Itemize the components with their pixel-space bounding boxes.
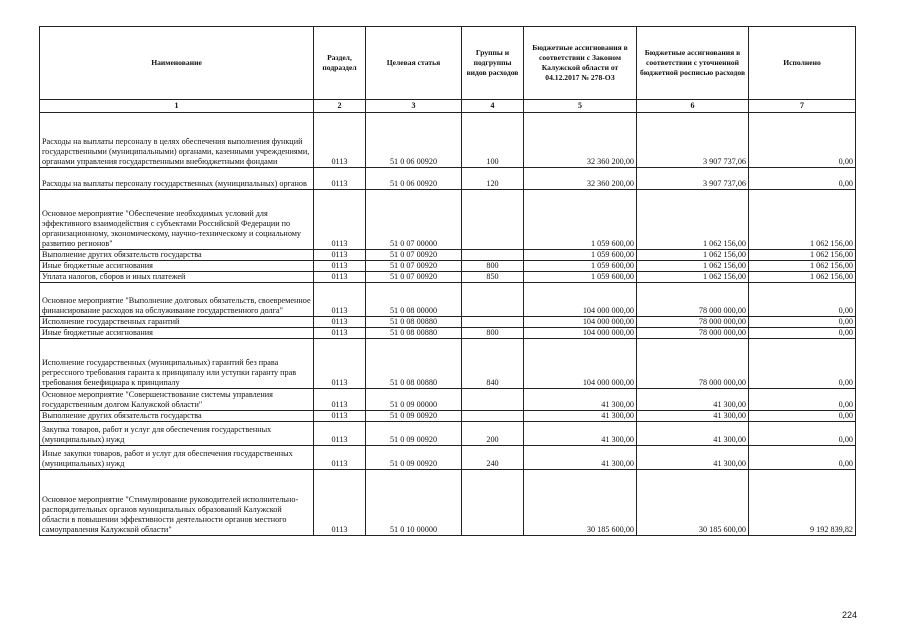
row-executed-amount: 0,00 [749, 328, 856, 339]
row-target: 51 0 08 00880 [366, 317, 462, 328]
row-refined-amount: 30 185 600,00 [637, 470, 749, 536]
row-group [462, 389, 524, 411]
row-group [462, 283, 524, 317]
table-row [40, 411, 856, 422]
row-group: 120 [462, 168, 524, 190]
row-name: Основное мероприятие "Выполнение долговых обязательств, своевременное финансирование расходов на обслуживание государственного долга" [40, 283, 314, 317]
row-name: Расходы на выплаты персоналу государственных (муниципальных) органов [40, 168, 314, 190]
column-number: 6 [637, 100, 749, 113]
row-law-amount: 104 000 000,00 [524, 317, 637, 328]
table-row [40, 422, 856, 446]
row-executed-amount: 0,00 [749, 422, 856, 446]
row-executed-amount: 1 062 156,00 [749, 190, 856, 250]
row-executed-amount: 0,00 [749, 411, 856, 422]
budget-table [39, 26, 856, 536]
row-refined-amount: 41 300,00 [637, 446, 749, 470]
row-name: Закупка товаров, работ и услуг для обеспечения государственных (муниципальных) нужд [40, 422, 314, 446]
row-name: Иные закупки товаров, работ и услуг для обеспечения государственных (муниципальных) нужд [40, 446, 314, 470]
row-executed-amount: 9 192 839,82 [749, 470, 856, 536]
row-section: 0113 [314, 446, 366, 470]
row-target: 51 0 08 00000 [366, 283, 462, 317]
row-law-amount: 104 000 000,00 [524, 339, 637, 389]
row-refined-amount: 78 000 000,00 [637, 317, 749, 328]
row-executed-amount: 0,00 [749, 113, 856, 168]
column-number: 5 [524, 100, 637, 113]
table-row [40, 250, 856, 261]
row-group: 240 [462, 446, 524, 470]
row-target: 51 0 09 00920 [366, 422, 462, 446]
table-row [40, 317, 856, 328]
row-executed-amount: 0,00 [749, 283, 856, 317]
row-section: 0113 [314, 272, 366, 283]
header-row [40, 27, 856, 100]
row-target: 51 0 09 00920 [366, 446, 462, 470]
table-row [40, 446, 856, 470]
table-row [40, 190, 856, 250]
column-number: 7 [749, 100, 856, 113]
row-executed-amount: 0,00 [749, 339, 856, 389]
column-number: 2 [314, 100, 366, 113]
row-target: 51 0 07 00920 [366, 272, 462, 283]
row-section: 0113 [314, 339, 366, 389]
row-group: 800 [462, 261, 524, 272]
row-law-amount: 1 059 600,00 [524, 190, 637, 250]
row-name: Основное мероприятие "Совершенствование системы управления государственным долгом Калужской области" [40, 389, 314, 411]
page-number: 224 [841, 610, 857, 620]
row-law-amount: 41 300,00 [524, 422, 637, 446]
row-group [462, 190, 524, 250]
table-row [40, 389, 856, 411]
row-group [462, 470, 524, 536]
row-section: 0113 [314, 411, 366, 422]
row-target: 51 0 09 00920 [366, 411, 462, 422]
row-name: Выполнение других обязательств государства [40, 411, 314, 422]
row-law-amount: 1 059 600,00 [524, 250, 637, 261]
row-target: 51 0 08 00880 [366, 328, 462, 339]
table-row [40, 168, 856, 190]
row-section: 0113 [314, 250, 366, 261]
row-law-amount: 104 000 000,00 [524, 283, 637, 317]
row-group: 200 [462, 422, 524, 446]
table-row [40, 283, 856, 317]
table-row [40, 328, 856, 339]
row-name: Иные бюджетные ассигнования [40, 328, 314, 339]
row-name: Основное мероприятие "Обеспечение необходимых условий для эффективного взаимодействия с субъектами Российской Федерации по организационному, экономическому, научно-техническому и социальному развитию регионов" [40, 190, 314, 250]
row-refined-amount: 1 062 156,00 [637, 272, 749, 283]
header-name: Наименование [40, 27, 314, 100]
row-law-amount: 41 300,00 [524, 389, 637, 411]
row-refined-amount: 1 062 156,00 [637, 261, 749, 272]
row-executed-amount: 1 062 156,00 [749, 272, 856, 283]
row-target: 51 0 07 00920 [366, 261, 462, 272]
row-refined-amount: 3 907 737,06 [637, 113, 749, 168]
row-group [462, 411, 524, 422]
row-law-amount: 41 300,00 [524, 411, 637, 422]
header-section: Раздел, подраздел [314, 27, 366, 100]
row-section: 0113 [314, 422, 366, 446]
row-law-amount: 30 185 600,00 [524, 470, 637, 536]
row-name: Иные бюджетные ассигнования [40, 261, 314, 272]
row-refined-amount: 41 300,00 [637, 422, 749, 446]
row-section: 0113 [314, 113, 366, 168]
row-section: 0113 [314, 389, 366, 411]
table-row [40, 113, 856, 168]
table-row [40, 272, 856, 283]
row-executed-amount: 0,00 [749, 168, 856, 190]
column-number-row [40, 100, 856, 113]
row-target: 51 0 08 00880 [366, 339, 462, 389]
row-group: 850 [462, 272, 524, 283]
row-group [462, 317, 524, 328]
header-target: Целевая статья [366, 27, 462, 100]
table-body [40, 113, 856, 536]
table-row [40, 339, 856, 389]
column-number: 4 [462, 100, 524, 113]
header-law: Бюджетные ассигнования в соответствии с Законом Калужской области от 04.12.2017 № 278-ОЗ [524, 27, 637, 100]
row-group: 100 [462, 113, 524, 168]
row-target: 51 0 07 00920 [366, 250, 462, 261]
row-refined-amount: 41 300,00 [637, 389, 749, 411]
row-law-amount: 32 360 200,00 [524, 168, 637, 190]
row-section: 0113 [314, 190, 366, 250]
row-name: Основное мероприятие "Стимулирование руководителей исполнительно-распорядительных органов муниципальных образований Калужской области в повышении эффективности деятельности органов местного самоуправления Калужской области" [40, 470, 314, 536]
row-target: 51 0 06 00920 [366, 168, 462, 190]
row-executed-amount: 0,00 [749, 389, 856, 411]
row-section: 0113 [314, 328, 366, 339]
row-law-amount: 104 000 000,00 [524, 328, 637, 339]
row-group: 840 [462, 339, 524, 389]
row-refined-amount: 78 000 000,00 [637, 339, 749, 389]
row-executed-amount: 1 062 156,00 [749, 261, 856, 272]
table-row [40, 261, 856, 272]
row-name: Выполнение других обязательств государства [40, 250, 314, 261]
column-number: 1 [40, 100, 314, 113]
row-law-amount: 32 360 200,00 [524, 113, 637, 168]
row-name: Расходы на выплаты персоналу в целях обеспечения выполнения функций государственными (муниципальными) органами, казенными учреждениями, органами управления государственными внебюджетными фондами [40, 113, 314, 168]
row-section: 0113 [314, 168, 366, 190]
row-refined-amount: 1 062 156,00 [637, 250, 749, 261]
row-law-amount: 1 059 600,00 [524, 261, 637, 272]
row-refined-amount: 41 300,00 [637, 411, 749, 422]
row-refined-amount: 1 062 156,00 [637, 190, 749, 250]
row-executed-amount: 1 062 156,00 [749, 250, 856, 261]
row-refined-amount: 78 000 000,00 [637, 283, 749, 317]
row-section: 0113 [314, 470, 366, 536]
column-number: 3 [366, 100, 462, 113]
row-executed-amount: 0,00 [749, 446, 856, 470]
row-group: 800 [462, 328, 524, 339]
row-law-amount: 41 300,00 [524, 446, 637, 470]
row-section: 0113 [314, 283, 366, 317]
row-name: Уплата налогов, сборов и иных платежей [40, 272, 314, 283]
row-target: 51 0 06 00920 [366, 113, 462, 168]
row-section: 0113 [314, 261, 366, 272]
row-refined-amount: 3 907 737,06 [637, 168, 749, 190]
row-group [462, 250, 524, 261]
row-target: 51 0 07 00000 [366, 190, 462, 250]
row-refined-amount: 78 000 000,00 [637, 328, 749, 339]
table-row [40, 470, 856, 536]
header-groups: Группы и подгруппы видов расходов [462, 27, 524, 100]
header-executed: Исполнено [749, 27, 856, 100]
row-section: 0113 [314, 317, 366, 328]
row-law-amount: 1 059 600,00 [524, 272, 637, 283]
row-target: 51 0 10 00000 [366, 470, 462, 536]
header-refined: Бюджетные ассигнования в соответствии с уточненной бюджетной росписью расходов [637, 27, 749, 100]
row-name: Исполнение государственных (муниципальных) гарантий без права регрессного требования гаранта к принципалу или уступки гаранту прав требования бенефициара к принципалу [40, 339, 314, 389]
row-name: Исполнение государственных гарантий [40, 317, 314, 328]
row-executed-amount: 0,00 [749, 317, 856, 328]
row-target: 51 0 09 00000 [366, 389, 462, 411]
